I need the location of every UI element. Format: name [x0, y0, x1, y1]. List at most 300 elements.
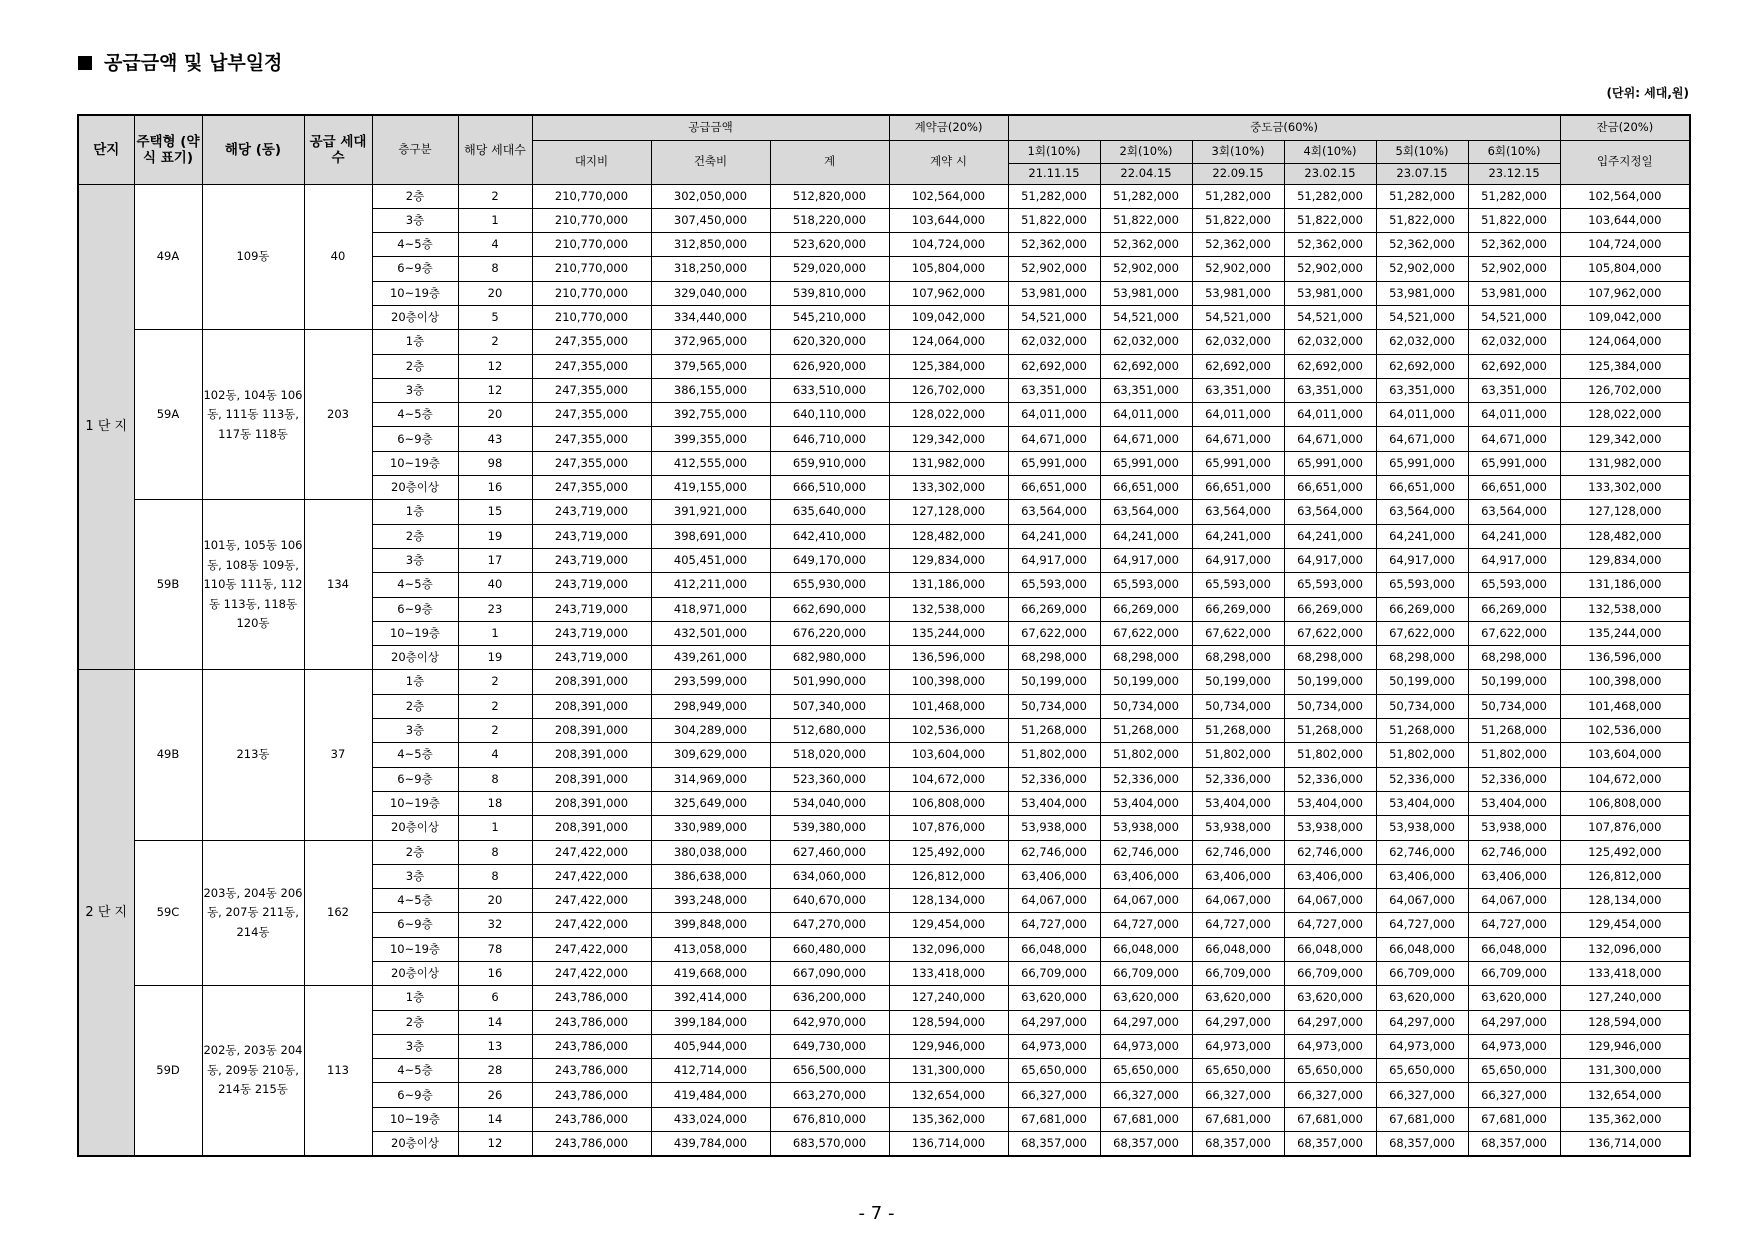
total-cell: 659,910,000: [770, 451, 889, 475]
interim-cell: 66,269,000: [1192, 597, 1284, 621]
floor-cell: 20층이상: [372, 305, 458, 329]
floor-cell: 2층: [372, 184, 458, 208]
interim-cell: 66,327,000: [1376, 1083, 1468, 1107]
interim-cell: 65,991,000: [1376, 451, 1468, 475]
balance-cell: 126,812,000: [1560, 864, 1690, 888]
interim-cell: 64,011,000: [1008, 403, 1100, 427]
deposit-cell: 127,128,000: [889, 500, 1008, 524]
land-cell: 243,786,000: [532, 1107, 651, 1131]
interim-cell: 64,297,000: [1468, 1010, 1560, 1034]
deposit-cell: 129,834,000: [889, 548, 1008, 572]
interim-cell: 66,709,000: [1192, 962, 1284, 986]
deposit-cell: 101,468,000: [889, 694, 1008, 718]
deposit-cell: 107,962,000: [889, 281, 1008, 305]
land-cell: 208,391,000: [532, 791, 651, 815]
interim-cell: 63,406,000: [1192, 864, 1284, 888]
floor-cell: 6~9층: [372, 913, 458, 937]
interim-cell: 62,692,000: [1376, 354, 1468, 378]
interim-cell: 52,362,000: [1192, 233, 1284, 257]
units-cell: 32: [458, 913, 532, 937]
interim-cell: 65,991,000: [1468, 451, 1560, 475]
interim-cell: 50,199,000: [1008, 670, 1100, 694]
floor-cell: 10~19층: [372, 791, 458, 815]
balance-cell: 129,342,000: [1560, 427, 1690, 451]
total-cell: 660,480,000: [770, 937, 889, 961]
total-cell: 507,340,000: [770, 694, 889, 718]
interim-cell: 66,651,000: [1100, 476, 1192, 500]
interim-cell: 51,268,000: [1284, 719, 1376, 743]
deposit-cell: 125,492,000: [889, 840, 1008, 864]
interim-cell: 54,521,000: [1284, 305, 1376, 329]
interim-cell: 51,802,000: [1192, 743, 1284, 767]
balance-cell: 125,492,000: [1560, 840, 1690, 864]
balance-cell: 104,724,000: [1560, 233, 1690, 257]
interim-cell: 52,362,000: [1284, 233, 1376, 257]
interim-cell: 64,297,000: [1008, 1010, 1100, 1034]
interim-cell: 52,362,000: [1376, 233, 1468, 257]
interim-cell: 52,362,000: [1100, 233, 1192, 257]
interim-cell: 66,709,000: [1468, 962, 1560, 986]
floor-cell: 1층: [372, 500, 458, 524]
header-housing-type: 주택형 (약식 표기): [134, 115, 202, 184]
supply-price-table: [77, 114, 1691, 1157]
floor-cell: 6~9층: [372, 257, 458, 281]
interim-cell: 52,902,000: [1100, 257, 1192, 281]
units-cell: 19: [458, 646, 532, 670]
land-cell: 243,786,000: [532, 986, 651, 1010]
dong-cell: 213동: [202, 670, 304, 840]
interim-cell: 51,822,000: [1468, 208, 1560, 232]
land-cell: 208,391,000: [532, 719, 651, 743]
total-cell: 655,930,000: [770, 573, 889, 597]
units-cell: 98: [458, 451, 532, 475]
land-cell: 247,422,000: [532, 937, 651, 961]
interim-cell: 64,241,000: [1192, 524, 1284, 548]
dong-cell: 101동, 105동 106동, 108동 109동, 110동 111동, 112동 113동, 118동 120동: [202, 500, 304, 670]
deposit-cell: 126,812,000: [889, 864, 1008, 888]
interim-cell: 68,298,000: [1100, 646, 1192, 670]
interim-cell: 64,067,000: [1192, 889, 1284, 913]
interim-cell: 66,269,000: [1284, 597, 1376, 621]
land-cell: 208,391,000: [532, 816, 651, 840]
interim-cell: 51,282,000: [1008, 184, 1100, 208]
interim-cell: 54,521,000: [1468, 305, 1560, 329]
units-cell: 26: [458, 1083, 532, 1107]
units-cell: 23: [458, 597, 532, 621]
interim-cell: 63,406,000: [1468, 864, 1560, 888]
interim-cell: 51,802,000: [1008, 743, 1100, 767]
interim-cell: 68,357,000: [1284, 1132, 1376, 1156]
land-cell: 243,786,000: [532, 1034, 651, 1058]
land-cell: 247,355,000: [532, 451, 651, 475]
deposit-cell: 128,482,000: [889, 524, 1008, 548]
header-date-6: 23.12.15: [1468, 163, 1560, 184]
interim-cell: 65,991,000: [1284, 451, 1376, 475]
deposit-cell: 125,384,000: [889, 354, 1008, 378]
interim-cell: 63,351,000: [1192, 378, 1284, 402]
interim-cell: 67,681,000: [1100, 1107, 1192, 1131]
interim-cell: 52,902,000: [1468, 257, 1560, 281]
header-dong: 해당 (동): [202, 115, 304, 184]
floor-cell: 20층이상: [372, 962, 458, 986]
interim-cell: 64,727,000: [1284, 913, 1376, 937]
interim-cell: 53,404,000: [1284, 791, 1376, 815]
floor-cell: 3층: [372, 548, 458, 572]
balance-cell: 127,128,000: [1560, 500, 1690, 524]
building-cell: 379,565,000: [651, 354, 770, 378]
units-cell: 6: [458, 986, 532, 1010]
building-cell: 307,450,000: [651, 208, 770, 232]
total-cell: 539,810,000: [770, 281, 889, 305]
interim-cell: 52,336,000: [1008, 767, 1100, 791]
interim-cell: 63,564,000: [1100, 500, 1192, 524]
deposit-cell: 109,042,000: [889, 305, 1008, 329]
interim-cell: 53,404,000: [1008, 791, 1100, 815]
deposit-cell: 133,302,000: [889, 476, 1008, 500]
header-interim-2: 2회(10%): [1100, 140, 1192, 163]
table-row: [78, 330, 1690, 354]
deposit-cell: 103,644,000: [889, 208, 1008, 232]
total-cell: 523,360,000: [770, 767, 889, 791]
interim-cell: 66,327,000: [1008, 1083, 1100, 1107]
table-row: [78, 986, 1690, 1010]
deposit-cell: 106,808,000: [889, 791, 1008, 815]
units-cell: 5: [458, 305, 532, 329]
interim-cell: 64,067,000: [1468, 889, 1560, 913]
total-cell: 523,620,000: [770, 233, 889, 257]
deposit-cell: 127,240,000: [889, 986, 1008, 1010]
units-cell: 4: [458, 743, 532, 767]
interim-cell: 50,734,000: [1192, 694, 1284, 718]
interim-cell: 53,938,000: [1284, 816, 1376, 840]
interim-cell: 51,822,000: [1008, 208, 1100, 232]
interim-cell: 52,902,000: [1284, 257, 1376, 281]
floor-cell: 1층: [372, 986, 458, 1010]
interim-cell: 65,650,000: [1192, 1059, 1284, 1083]
interim-cell: 65,593,000: [1468, 573, 1560, 597]
interim-cell: 62,746,000: [1468, 840, 1560, 864]
interim-cell: 51,822,000: [1284, 208, 1376, 232]
interim-cell: 66,709,000: [1008, 962, 1100, 986]
dong-cell: 202동, 203동 204동, 209동 210동, 214동 215동: [202, 986, 304, 1156]
floor-cell: 4~5층: [372, 573, 458, 597]
header-date-1: 21.11.15: [1008, 163, 1100, 184]
dong-cell: 102동, 104동 106동, 111동 113동, 117동 118동: [202, 330, 304, 500]
interim-cell: 66,048,000: [1376, 937, 1468, 961]
interim-cell: 51,268,000: [1100, 719, 1192, 743]
interim-cell: 51,822,000: [1376, 208, 1468, 232]
interim-cell: 52,902,000: [1376, 257, 1468, 281]
interim-cell: 65,991,000: [1100, 451, 1192, 475]
interim-cell: 62,692,000: [1284, 354, 1376, 378]
land-cell: 210,770,000: [532, 281, 651, 305]
interim-cell: 64,973,000: [1100, 1034, 1192, 1058]
interim-cell: 62,746,000: [1100, 840, 1192, 864]
floor-cell: 20층이상: [372, 1132, 458, 1156]
deposit-cell: 104,724,000: [889, 233, 1008, 257]
interim-cell: 51,268,000: [1376, 719, 1468, 743]
building-cell: 398,691,000: [651, 524, 770, 548]
interim-cell: 62,032,000: [1468, 330, 1560, 354]
units-cell: 20: [458, 281, 532, 305]
building-cell: 399,184,000: [651, 1010, 770, 1034]
floor-cell: 10~19층: [372, 451, 458, 475]
land-cell: 208,391,000: [532, 694, 651, 718]
deposit-cell: 128,134,000: [889, 889, 1008, 913]
interim-cell: 50,199,000: [1284, 670, 1376, 694]
interim-cell: 50,734,000: [1468, 694, 1560, 718]
balance-cell: 133,302,000: [1560, 476, 1690, 500]
interim-cell: 64,241,000: [1100, 524, 1192, 548]
header-land: 대지비: [532, 140, 651, 184]
interim-cell: 63,564,000: [1008, 500, 1100, 524]
land-cell: 247,422,000: [532, 889, 651, 913]
interim-cell: 67,622,000: [1468, 621, 1560, 645]
interim-cell: 67,622,000: [1376, 621, 1468, 645]
deposit-cell: 129,454,000: [889, 913, 1008, 937]
interim-cell: 64,067,000: [1376, 889, 1468, 913]
units-cell: 2: [458, 184, 532, 208]
interim-cell: 62,746,000: [1192, 840, 1284, 864]
floor-cell: 4~5층: [372, 743, 458, 767]
page-title-text: 공급금액 및 납부일정: [104, 52, 283, 74]
building-cell: 329,040,000: [651, 281, 770, 305]
total-cell: 529,020,000: [770, 257, 889, 281]
building-cell: 309,629,000: [651, 743, 770, 767]
interim-cell: 68,357,000: [1192, 1132, 1284, 1156]
interim-cell: 63,351,000: [1376, 378, 1468, 402]
units-cell: 4: [458, 233, 532, 257]
land-cell: 243,719,000: [532, 597, 651, 621]
floor-cell: 10~19층: [372, 281, 458, 305]
header-interim-3: 3회(10%): [1192, 140, 1284, 163]
interim-cell: 65,650,000: [1284, 1059, 1376, 1083]
interim-cell: 51,802,000: [1100, 743, 1192, 767]
balance-cell: 101,468,000: [1560, 694, 1690, 718]
interim-cell: 68,298,000: [1192, 646, 1284, 670]
land-cell: 243,786,000: [532, 1083, 651, 1107]
interim-cell: 53,404,000: [1376, 791, 1468, 815]
building-cell: 392,414,000: [651, 986, 770, 1010]
interim-cell: 64,671,000: [1284, 427, 1376, 451]
total-cell: 642,970,000: [770, 1010, 889, 1034]
supply-units-cell: 40: [304, 184, 372, 330]
total-cell: 642,410,000: [770, 524, 889, 548]
table-row: [78, 500, 1690, 524]
interim-cell: 65,991,000: [1192, 451, 1284, 475]
floor-cell: 3층: [372, 208, 458, 232]
interim-cell: 64,917,000: [1008, 548, 1100, 572]
land-cell: 247,422,000: [532, 913, 651, 937]
deposit-cell: 135,362,000: [889, 1107, 1008, 1131]
interim-cell: 65,593,000: [1100, 573, 1192, 597]
interim-cell: 64,727,000: [1192, 913, 1284, 937]
floor-cell: 10~19층: [372, 937, 458, 961]
interim-cell: 64,011,000: [1468, 403, 1560, 427]
interim-cell: 64,917,000: [1100, 548, 1192, 572]
interim-cell: 67,681,000: [1376, 1107, 1468, 1131]
deposit-cell: 131,186,000: [889, 573, 1008, 597]
building-cell: 386,155,000: [651, 378, 770, 402]
units-cell: 15: [458, 500, 532, 524]
interim-cell: 66,709,000: [1284, 962, 1376, 986]
balance-cell: 135,244,000: [1560, 621, 1690, 645]
units-cell: 16: [458, 476, 532, 500]
land-cell: 210,770,000: [532, 233, 651, 257]
balance-cell: 107,962,000: [1560, 281, 1690, 305]
building-cell: 314,969,000: [651, 767, 770, 791]
building-cell: 433,024,000: [651, 1107, 770, 1131]
total-cell: 539,380,000: [770, 816, 889, 840]
total-cell: 633,510,000: [770, 378, 889, 402]
total-cell: 676,810,000: [770, 1107, 889, 1131]
interim-cell: 68,298,000: [1008, 646, 1100, 670]
balance-cell: 132,096,000: [1560, 937, 1690, 961]
interim-cell: 63,620,000: [1468, 986, 1560, 1010]
building-cell: 419,668,000: [651, 962, 770, 986]
interim-cell: 50,734,000: [1376, 694, 1468, 718]
interim-cell: 64,067,000: [1284, 889, 1376, 913]
total-cell: 646,710,000: [770, 427, 889, 451]
deposit-cell: 128,022,000: [889, 403, 1008, 427]
interim-cell: 64,973,000: [1376, 1034, 1468, 1058]
interim-cell: 51,822,000: [1192, 208, 1284, 232]
building-cell: 330,989,000: [651, 816, 770, 840]
unit-note: (단위: 세대,원): [1606, 86, 1689, 100]
units-cell: 19: [458, 524, 532, 548]
housing-type-cell: 59D: [134, 986, 202, 1156]
header-supply-units: 공급 세대수: [304, 115, 372, 184]
floor-cell: 3층: [372, 378, 458, 402]
interim-cell: 64,973,000: [1008, 1034, 1100, 1058]
danji-label: 2 단 지: [78, 670, 134, 1156]
total-cell: 518,020,000: [770, 743, 889, 767]
building-cell: 419,484,000: [651, 1083, 770, 1107]
table-row: [78, 184, 1690, 208]
interim-cell: 67,622,000: [1008, 621, 1100, 645]
interim-cell: 65,593,000: [1192, 573, 1284, 597]
land-cell: 247,355,000: [532, 427, 651, 451]
land-cell: 247,355,000: [532, 476, 651, 500]
building-cell: 391,921,000: [651, 500, 770, 524]
interim-cell: 63,620,000: [1008, 986, 1100, 1010]
interim-cell: 50,734,000: [1008, 694, 1100, 718]
floor-cell: 6~9층: [372, 767, 458, 791]
interim-cell: 51,268,000: [1008, 719, 1100, 743]
header-total: 계: [770, 140, 889, 184]
total-cell: 512,820,000: [770, 184, 889, 208]
units-cell: 2: [458, 330, 532, 354]
land-cell: 243,719,000: [532, 646, 651, 670]
interim-cell: 64,011,000: [1192, 403, 1284, 427]
units-cell: 14: [458, 1107, 532, 1131]
interim-cell: 64,011,000: [1376, 403, 1468, 427]
building-cell: 318,250,000: [651, 257, 770, 281]
floor-cell: 10~19층: [372, 1107, 458, 1131]
land-cell: 210,770,000: [532, 257, 651, 281]
dong-cell: 109동: [202, 184, 304, 330]
interim-cell: 51,282,000: [1468, 184, 1560, 208]
deposit-cell: 102,536,000: [889, 719, 1008, 743]
interim-cell: 66,327,000: [1192, 1083, 1284, 1107]
interim-cell: 66,048,000: [1192, 937, 1284, 961]
header-date-4: 23.02.15: [1284, 163, 1376, 184]
interim-cell: 64,067,000: [1100, 889, 1192, 913]
balance-cell: 127,240,000: [1560, 986, 1690, 1010]
interim-cell: 53,981,000: [1284, 281, 1376, 305]
interim-cell: 53,981,000: [1100, 281, 1192, 305]
land-cell: 243,719,000: [532, 573, 651, 597]
interim-cell: 64,671,000: [1008, 427, 1100, 451]
total-cell: 534,040,000: [770, 791, 889, 815]
interim-cell: 53,938,000: [1468, 816, 1560, 840]
balance-cell: 126,702,000: [1560, 378, 1690, 402]
units-cell: 78: [458, 937, 532, 961]
interim-cell: 68,298,000: [1376, 646, 1468, 670]
balance-cell: 109,042,000: [1560, 305, 1690, 329]
interim-cell: 64,973,000: [1284, 1034, 1376, 1058]
interim-cell: 53,938,000: [1192, 816, 1284, 840]
building-cell: 439,261,000: [651, 646, 770, 670]
deposit-cell: 136,596,000: [889, 646, 1008, 670]
interim-cell: 64,671,000: [1192, 427, 1284, 451]
building-cell: 386,638,000: [651, 864, 770, 888]
interim-cell: 66,048,000: [1468, 937, 1560, 961]
interim-cell: 62,032,000: [1192, 330, 1284, 354]
supply-units-cell: 162: [304, 840, 372, 986]
units-cell: 17: [458, 548, 532, 572]
interim-cell: 51,802,000: [1284, 743, 1376, 767]
deposit-cell: 102,564,000: [889, 184, 1008, 208]
floor-cell: 2층: [372, 840, 458, 864]
interim-cell: 68,357,000: [1468, 1132, 1560, 1156]
building-cell: 293,599,000: [651, 670, 770, 694]
building-cell: 419,155,000: [651, 476, 770, 500]
interim-cell: 52,336,000: [1100, 767, 1192, 791]
interim-cell: 51,802,000: [1468, 743, 1560, 767]
interim-cell: 63,564,000: [1284, 500, 1376, 524]
interim-cell: 66,651,000: [1284, 476, 1376, 500]
total-cell: 518,220,000: [770, 208, 889, 232]
floor-cell: 1층: [372, 670, 458, 694]
interim-cell: 62,032,000: [1100, 330, 1192, 354]
interim-cell: 52,336,000: [1376, 767, 1468, 791]
interim-cell: 66,327,000: [1284, 1083, 1376, 1107]
total-cell: 649,730,000: [770, 1034, 889, 1058]
interim-cell: 53,404,000: [1100, 791, 1192, 815]
interim-cell: 65,650,000: [1100, 1059, 1192, 1083]
interim-cell: 65,593,000: [1008, 573, 1100, 597]
supply-units-cell: 113: [304, 986, 372, 1156]
total-cell: 627,460,000: [770, 840, 889, 864]
supply-units-cell: 203: [304, 330, 372, 500]
interim-cell: 63,620,000: [1192, 986, 1284, 1010]
interim-cell: 52,336,000: [1468, 767, 1560, 791]
total-cell: 683,570,000: [770, 1132, 889, 1156]
interim-cell: 66,327,000: [1468, 1083, 1560, 1107]
interim-cell: 64,297,000: [1376, 1010, 1468, 1034]
interim-cell: 68,298,000: [1468, 646, 1560, 670]
floor-cell: 20층이상: [372, 476, 458, 500]
units-cell: 13: [458, 1034, 532, 1058]
interim-cell: 52,336,000: [1284, 767, 1376, 791]
units-cell: 12: [458, 378, 532, 402]
balance-cell: 128,594,000: [1560, 1010, 1690, 1034]
interim-cell: 63,351,000: [1284, 378, 1376, 402]
total-cell: 636,200,000: [770, 986, 889, 1010]
total-cell: 620,320,000: [770, 330, 889, 354]
units-cell: 12: [458, 1132, 532, 1156]
